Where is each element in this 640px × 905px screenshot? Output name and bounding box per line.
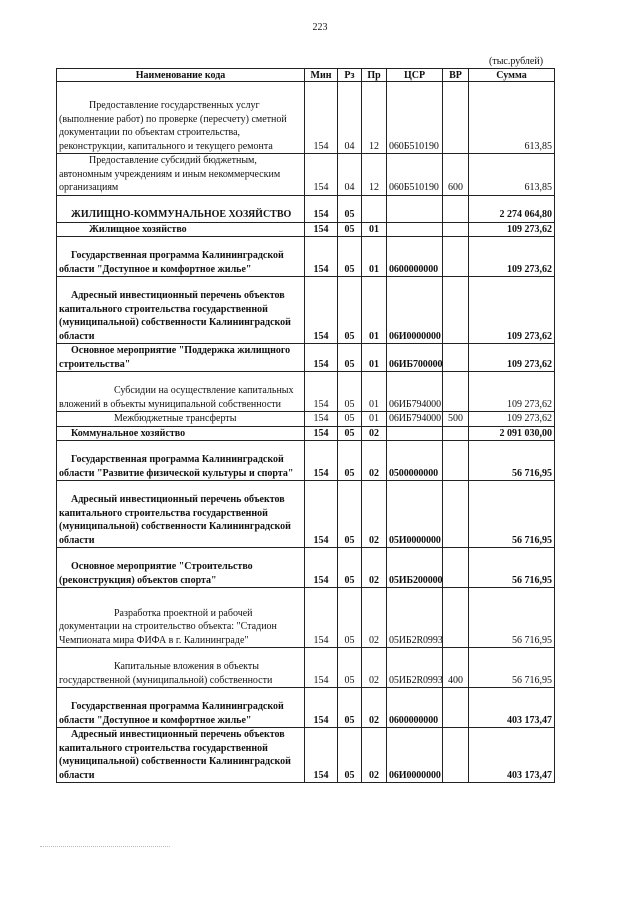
col-header-pr: Пр bbox=[362, 69, 387, 82]
cell-sum: 403 173,47 bbox=[469, 688, 555, 728]
col-header-rz: Рз bbox=[338, 69, 362, 82]
unit-label: (тыс.рублей) bbox=[489, 56, 544, 67]
cell-rz: 05 bbox=[338, 441, 362, 481]
cell-sum: 56 716,95 bbox=[469, 441, 555, 481]
cell-sum: 109 273,62 bbox=[469, 344, 555, 372]
table-row bbox=[57, 441, 555, 481]
cell-rz: 05 bbox=[338, 548, 362, 588]
cell-rz: 05 bbox=[338, 237, 362, 277]
cell-rz: 05 bbox=[338, 344, 362, 372]
table-row bbox=[57, 728, 555, 783]
cell-vr bbox=[443, 548, 469, 588]
cell-sum: 109 273,62 bbox=[469, 372, 555, 412]
cell-pr: 01 bbox=[362, 277, 387, 344]
cell-min: 154 bbox=[305, 481, 338, 548]
cell-csr: 0500000000 bbox=[387, 441, 443, 481]
cell-pr: 01 bbox=[362, 412, 387, 427]
cell-name: Государственная программа Калининградской области "Развитие физической культуры и спорта" bbox=[57, 441, 305, 481]
cell-name: Адресный инвестиционный перечень объектов капитального строительства государственной (муниципальной) собственности Калининградской области bbox=[57, 481, 305, 548]
cell-sum: 613,85 bbox=[469, 82, 555, 154]
cell-csr bbox=[387, 195, 443, 222]
cell-min: 154 bbox=[305, 277, 338, 344]
cell-name: Основное мероприятие "Поддержка жилищного строительства" bbox=[57, 344, 305, 372]
table-row bbox=[57, 222, 555, 237]
cell-name: Межбюджетные трансферты bbox=[57, 412, 305, 427]
table-row bbox=[57, 648, 555, 688]
cell-csr bbox=[387, 426, 443, 441]
cell-pr: 02 bbox=[362, 648, 387, 688]
cell-pr: 02 bbox=[362, 588, 387, 648]
cell-name: Капитальные вложения в объекты государственной (муниципальной) собственности bbox=[57, 648, 305, 688]
cell-sum: 56 716,95 bbox=[469, 588, 555, 648]
cell-min: 154 bbox=[305, 426, 338, 441]
cell-vr bbox=[443, 426, 469, 441]
cell-sum: 613,85 bbox=[469, 154, 555, 196]
col-header-vr: ВР bbox=[443, 69, 469, 82]
table-row bbox=[57, 195, 555, 222]
page-number: 223 bbox=[312, 22, 328, 33]
cell-rz: 05 bbox=[338, 688, 362, 728]
cell-csr: 060Б510190 bbox=[387, 82, 443, 154]
cell-vr bbox=[443, 344, 469, 372]
cell-min: 154 bbox=[305, 588, 338, 648]
cell-rz: 04 bbox=[338, 154, 362, 196]
table-row bbox=[57, 548, 555, 588]
cell-vr bbox=[443, 481, 469, 548]
cell-min: 154 bbox=[305, 222, 338, 237]
cell-csr bbox=[387, 222, 443, 237]
cell-sum: 109 273,62 bbox=[469, 237, 555, 277]
table-row bbox=[57, 82, 555, 154]
cell-csr: 06И0000000 bbox=[387, 277, 443, 344]
cell-vr bbox=[443, 195, 469, 222]
cell-rz: 05 bbox=[338, 588, 362, 648]
cell-sum: 56 716,95 bbox=[469, 648, 555, 688]
cell-vr bbox=[443, 728, 469, 783]
cell-vr bbox=[443, 277, 469, 344]
cell-csr: 05ИБ2R0993 bbox=[387, 588, 443, 648]
cell-pr: 01 bbox=[362, 222, 387, 237]
cell-name: Разработка проектной и рабочей документации на строительство объекта: "Стадион Чемпионата мира ФИФА в г. Калининграде" bbox=[57, 588, 305, 648]
cell-min: 154 bbox=[305, 688, 338, 728]
cell-rz: 05 bbox=[338, 222, 362, 237]
cell-sum: 403 173,47 bbox=[469, 728, 555, 783]
cell-min: 154 bbox=[305, 237, 338, 277]
cell-name: Субсидии на осуществление капитальных вложений в объекты муниципальной собственности bbox=[57, 372, 305, 412]
col-header-csr: ЦСР bbox=[387, 69, 443, 82]
cell-vr: 400 bbox=[443, 648, 469, 688]
cell-pr bbox=[362, 195, 387, 222]
table-row bbox=[57, 277, 555, 344]
cell-csr: 05ИБ2R0993 bbox=[387, 648, 443, 688]
cell-vr bbox=[443, 82, 469, 154]
cell-name: Государственная программа Калининградской области "Доступное и комфортное жилье" bbox=[57, 237, 305, 277]
cell-name: Предоставление государственных услуг (выполнение работ) по проверке (пересчету) сметной документации по объектам строительства, реконструкции, капитального и текущего ремонта bbox=[57, 82, 305, 154]
cell-min: 154 bbox=[305, 82, 338, 154]
cell-sum: 109 273,62 bbox=[469, 277, 555, 344]
cell-sum: 2 091 030,00 bbox=[469, 426, 555, 441]
cell-rz: 05 bbox=[338, 648, 362, 688]
cell-csr: 06И0000000 bbox=[387, 728, 443, 783]
cell-name: Основное мероприятие "Строительство (реконструкция) объектов спорта" bbox=[57, 548, 305, 588]
cell-pr: 01 bbox=[362, 237, 387, 277]
cell-vr bbox=[443, 222, 469, 237]
table-row bbox=[57, 688, 555, 728]
cell-csr: 06ИБ700000 bbox=[387, 344, 443, 372]
cell-min: 154 bbox=[305, 441, 338, 481]
cell-csr: 06ИБ794000 bbox=[387, 412, 443, 427]
cell-pr: 02 bbox=[362, 481, 387, 548]
cell-rz: 05 bbox=[338, 426, 362, 441]
cell-csr: 05И0000000 bbox=[387, 481, 443, 548]
cell-pr: 02 bbox=[362, 728, 387, 783]
cell-csr: 060Б510190 bbox=[387, 154, 443, 196]
scan-noise bbox=[40, 846, 170, 848]
budget-table bbox=[56, 68, 555, 783]
cell-name: Государственная программа Калининградской области "Доступное и комфортное жилье" bbox=[57, 688, 305, 728]
cell-pr: 02 bbox=[362, 548, 387, 588]
cell-name: Адресный инвестиционный перечень объектов капитального строительства государственной (муниципальной) собственности Калининградской области bbox=[57, 277, 305, 344]
table-row bbox=[57, 426, 555, 441]
cell-sum: 2 274 064,80 bbox=[469, 195, 555, 222]
cell-min: 154 bbox=[305, 412, 338, 427]
cell-min: 154 bbox=[305, 195, 338, 222]
cell-rz: 05 bbox=[338, 372, 362, 412]
table-row bbox=[57, 344, 555, 372]
cell-pr: 01 bbox=[362, 372, 387, 412]
cell-vr bbox=[443, 588, 469, 648]
cell-rz: 05 bbox=[338, 728, 362, 783]
cell-rz: 05 bbox=[338, 412, 362, 427]
cell-pr: 01 bbox=[362, 344, 387, 372]
cell-name: Предоставление субсидий бюджетным, автономным учреждениям и иным некоммерческим организациям bbox=[57, 154, 305, 196]
cell-vr: 600 bbox=[443, 154, 469, 196]
table-row bbox=[57, 588, 555, 648]
table-row bbox=[57, 237, 555, 277]
cell-min: 154 bbox=[305, 728, 338, 783]
table-row bbox=[57, 154, 555, 196]
table-row bbox=[57, 412, 555, 427]
col-header-min: Мин bbox=[305, 69, 338, 82]
cell-csr: 0600000000 bbox=[387, 237, 443, 277]
cell-rz: 04 bbox=[338, 82, 362, 154]
cell-csr: 0600000000 bbox=[387, 688, 443, 728]
cell-rz: 05 bbox=[338, 195, 362, 222]
cell-pr: 02 bbox=[362, 688, 387, 728]
cell-vr bbox=[443, 372, 469, 412]
cell-pr: 12 bbox=[362, 154, 387, 196]
cell-vr bbox=[443, 441, 469, 481]
cell-rz: 05 bbox=[338, 481, 362, 548]
cell-name: ЖИЛИЩНО-КОММУНАЛЬНОЕ ХОЗЯЙСТВО bbox=[57, 195, 305, 222]
cell-vr: 500 bbox=[443, 412, 469, 427]
cell-rz: 05 bbox=[338, 277, 362, 344]
table-row bbox=[57, 481, 555, 548]
cell-name: Адресный инвестиционный перечень объектов капитального строительства государственной (муниципальной) собственности Калининградской области bbox=[57, 728, 305, 783]
cell-vr bbox=[443, 688, 469, 728]
cell-pr: 12 bbox=[362, 82, 387, 154]
cell-name: Жилищное хозяйство bbox=[57, 222, 305, 237]
table-header-row bbox=[57, 69, 555, 82]
cell-vr bbox=[443, 237, 469, 277]
cell-csr: 06ИБ794000 bbox=[387, 372, 443, 412]
cell-min: 154 bbox=[305, 344, 338, 372]
cell-sum: 56 716,95 bbox=[469, 481, 555, 548]
col-header-sum: Сумма bbox=[469, 69, 555, 82]
cell-min: 154 bbox=[305, 648, 338, 688]
cell-sum: 56 716,95 bbox=[469, 548, 555, 588]
col-header-name: Наименование кода bbox=[57, 69, 305, 82]
cell-pr: 02 bbox=[362, 441, 387, 481]
cell-csr: 05ИБ200000 bbox=[387, 548, 443, 588]
cell-sum: 109 273,62 bbox=[469, 222, 555, 237]
table-row bbox=[57, 372, 555, 412]
cell-min: 154 bbox=[305, 372, 338, 412]
cell-pr: 02 bbox=[362, 426, 387, 441]
cell-min: 154 bbox=[305, 154, 338, 196]
cell-name: Коммунальное хозяйство bbox=[57, 426, 305, 441]
cell-min: 154 bbox=[305, 548, 338, 588]
cell-sum: 109 273,62 bbox=[469, 412, 555, 427]
